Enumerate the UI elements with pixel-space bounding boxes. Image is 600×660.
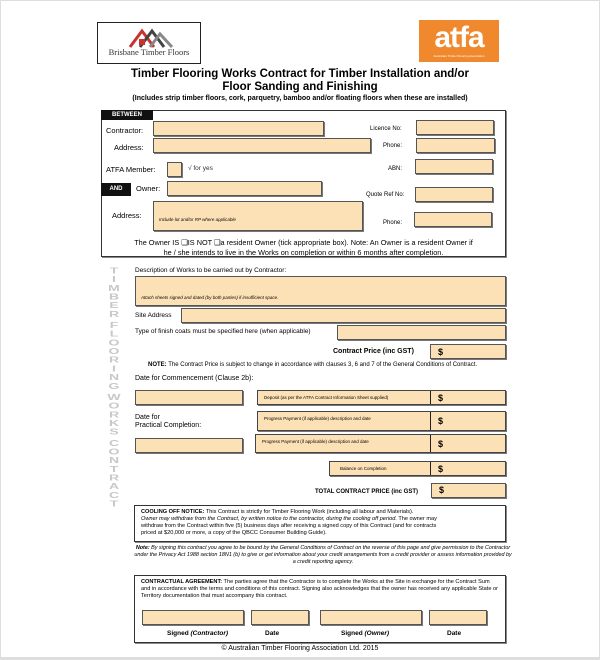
watermark-letter: B [108, 291, 120, 302]
description-label: Description of Works to be carried out by Contractor: [135, 267, 287, 274]
cooling-off-line1 [141, 509, 499, 516]
watermark-letter: M [108, 282, 120, 293]
quote-ref-label: Quote Ref No: [366, 192, 405, 198]
watermark-letter: R [108, 354, 120, 365]
atfa-tagline: Australian Timber Flooring Association [433, 54, 485, 58]
atfa-member-label: ATFA Member: [106, 165, 156, 174]
note-bold: NOTE: [148, 362, 167, 368]
between-tag: BETWEEN [101, 110, 153, 120]
copyright-footer: © Australian Timber Flooring Association Ltd. 2015 [221, 645, 379, 652]
total-price-label: TOTAL CONTRACT PRICE (inc GST) [315, 489, 418, 495]
watermark-letter: F [109, 319, 119, 330]
finish-coats-field[interactable] [337, 325, 506, 340]
privacy-note [134, 545, 512, 566]
payment-amount: $ [438, 464, 444, 474]
watermark-letter: N [108, 455, 120, 466]
signed-word: Signed [341, 630, 363, 637]
watermark-letter: T [109, 498, 119, 509]
practical-completion-date-field[interactable] [135, 438, 243, 453]
payment-description: Balance on Completion [340, 466, 387, 471]
contractor-phone-label: Phone: [383, 143, 403, 149]
practical-label-2: Practical Completion: [135, 422, 202, 429]
divider [430, 412, 431, 430]
watermark-letter: A [108, 481, 120, 492]
site-address-label: Site Address [135, 312, 172, 319]
payment-description: Progress Payment (if applicable) description and date [262, 439, 369, 444]
page-title-line1: Timber Flooring Works Contract for Timber Installation and/or [130, 68, 469, 80]
payment-row-progress-2[interactable] [255, 434, 506, 453]
cooling-off-heading: COOLING OFF NOTICE: [141, 509, 205, 515]
watermark-letter: S [109, 426, 119, 437]
cooling-off-text-3: withdraw from the Contract within five (5) business days after receiving a signed copy of this Contract (and for contracts [141, 523, 437, 529]
page-subtitle: (Includes strip timber floors, cork, parquetry, bamboo and/or floating floors when these are installed) [132, 95, 468, 102]
note-text: The Contract Price is subject to change in accordance with clauses 3, 6 and 7 of the General Conditions of Contract. [166, 362, 478, 368]
atfa-logo [419, 20, 499, 62]
watermark-letter: G [108, 380, 120, 391]
contractor-address-label: Address: [114, 143, 144, 152]
roof-icon [128, 27, 174, 49]
divider [430, 462, 431, 475]
agreement-heading: CONTRACTUAL AGREEMENT: [141, 579, 223, 585]
owner-date-field[interactable] [429, 610, 487, 625]
watermark-letter: E [109, 300, 119, 311]
cooling-off-text-4: priced at $20,000 or more, a copy of the QBCC Consumer Building Guide). [141, 530, 327, 536]
cooling-off-line2 [141, 516, 499, 523]
watermark-letter: I [112, 363, 116, 374]
licence-field[interactable] [416, 120, 494, 135]
watermark-letter: C [108, 437, 120, 448]
watermark-letter: O [108, 345, 120, 356]
privacy-note-text: By signing this contract you agree to be bound by the General Conditions of Contract on the reverse of this page and give permission to the Contractor under the Privacy Act 1988 section 18N1 (b) to give or get information about your credit arrangements from a credit provider or assess information provided by a credit reporting agency. [134, 545, 512, 565]
payment-amount: $ [438, 439, 444, 449]
contractor-phone-field[interactable] [416, 138, 495, 153]
payment-row-deposit[interactable] [257, 390, 506, 405]
cooling-off-text-2-italic: Owner may withdraw from the Contract, by written notice to the contractor, during the cooling off period. [141, 516, 397, 522]
timber-flooring-works-contract-watermark [104, 266, 124, 508]
signed-word: Signed [167, 630, 189, 637]
and-tag: AND [101, 183, 131, 196]
price-change-note [148, 362, 477, 368]
brisbane-timber-floors-logo [97, 22, 201, 64]
signed-contractor-label [167, 630, 228, 637]
currency-symbol: $ [438, 347, 444, 357]
watermark-letter: T [109, 265, 119, 276]
commencement-date-field[interactable] [135, 390, 243, 405]
watermark-letter: R [108, 472, 120, 483]
cooling-off-text-1: This Contract is strictly for Timber Flooring Work (including all labour and Materials). [204, 509, 414, 515]
owner-date-label: Date [447, 630, 462, 637]
agreement-body: The parties agree that the Contractor is to complete the Works at the Site in exchange for the Contract Sum and in accordance with the terms and conditions of this contract. Signing also acknowledges that the owner has received any applicable State or Territory documentation that must accompany this contract. [141, 579, 498, 599]
contract-price-label: Contract Price (inc GST) [333, 348, 414, 355]
resident-owner-statement: The Owner IS ❑IS NOT ❑a resident Owner (tick appropriate box). Note: An Owner is a resident Owner if [134, 238, 473, 247]
contractor-address-field[interactable] [153, 138, 371, 153]
agreement-text [141, 579, 499, 600]
abn-field[interactable] [415, 159, 493, 174]
cooling-off-text-2: The owner may [396, 516, 437, 522]
atfa-member-hint: √ for yes [188, 165, 213, 172]
finish-coats-label: Type of finish coats must be specified here (when applicable) [135, 328, 311, 335]
watermark-letter: I [112, 274, 116, 284]
owner-label: Owner: [136, 184, 161, 193]
contractor-date-field[interactable] [251, 610, 309, 625]
commencement-label: Date for Commencement (Clause 2b): [135, 375, 254, 382]
owner-field[interactable] [167, 181, 322, 196]
payment-row-balance[interactable] [329, 461, 506, 476]
signed-owner-label [341, 630, 389, 637]
atfa-wordmark: atfa [434, 21, 484, 54]
owner-address-hint: Include lot and/or RP where applicable [159, 217, 236, 222]
watermark-letter: R [108, 308, 120, 319]
contractor-label: Contractor: [106, 126, 144, 135]
watermark-letter: W [107, 391, 121, 402]
watermark-letter: C [108, 489, 120, 500]
description-hint: Attach sheets signed and dated (by both parties) if insufficient space. [141, 295, 279, 300]
contractor-field[interactable] [153, 121, 324, 136]
contract-price-field[interactable] [430, 344, 506, 359]
payment-description: Progress Payment (if applicable) description and date [264, 416, 371, 421]
payment-amount: $ [438, 416, 444, 426]
cooling-off-notice [134, 505, 506, 542]
description-field[interactable] [135, 276, 506, 306]
divider [430, 391, 431, 404]
contractor-date-label: Date [265, 630, 280, 637]
owner-signature-field[interactable] [320, 610, 422, 625]
owner-address-field[interactable] [153, 201, 363, 231]
divider [430, 435, 431, 452]
watermark-letter: N [108, 372, 120, 382]
watermark-letter: O [108, 337, 120, 348]
owner-phone-field[interactable] [414, 212, 492, 227]
payment-row-progress-1[interactable] [257, 411, 506, 431]
privacy-note-label: Note: [135, 545, 150, 551]
payment-description: Deposit (as per the ATFA Contract Information Sheet supplied) [264, 395, 389, 400]
watermark-letter: R [108, 409, 120, 420]
owner-phone-label: Phone: [383, 220, 403, 226]
practical-label-1: Date for [135, 414, 160, 421]
abn-label: ABN: [388, 166, 403, 172]
contractor-role: (Contractor) [190, 630, 229, 637]
atfa-member-checkbox[interactable] [167, 162, 182, 177]
total-price-field[interactable] [431, 483, 506, 498]
quote-ref-field[interactable] [415, 187, 493, 202]
contractor-signature-field[interactable] [142, 610, 244, 625]
licence-label: Licence No: [370, 126, 402, 132]
owner-role: (Owner) [364, 630, 390, 637]
watermark-letter: O [108, 400, 120, 411]
watermark-letter: K [108, 417, 120, 428]
payment-amount: $ [438, 393, 444, 403]
currency-symbol: $ [439, 485, 445, 495]
watermark-letter: O [108, 446, 120, 457]
page-title-line2: Floor Sanding and Finishing [222, 81, 378, 93]
site-address-field[interactable] [181, 308, 506, 323]
watermark-letter: T [109, 463, 119, 474]
brisbane-timber-floors-name: Brisbane Timber Floors [108, 47, 190, 57]
watermark-letter: L [109, 328, 119, 339]
owner-address-label: Address: [112, 211, 142, 220]
resident-owner-note: he / she intends to live in the Works on completion or within 6 months after completion. [163, 248, 444, 256]
